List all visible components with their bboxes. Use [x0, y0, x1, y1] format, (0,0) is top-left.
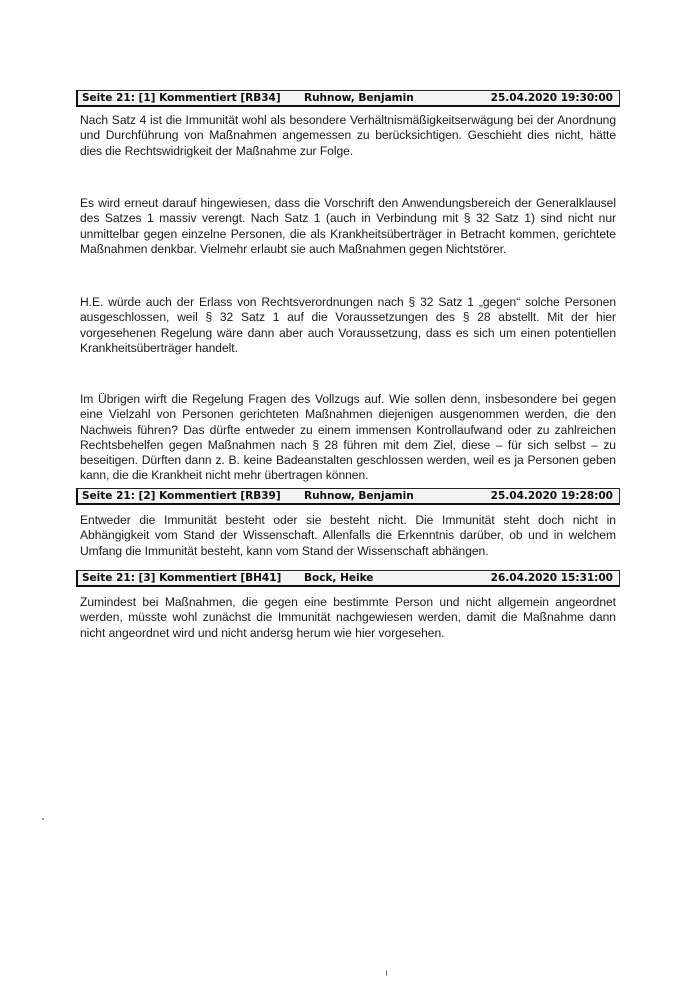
comment-reference: Seite 21: [1] Kommentiert [RB34] [82, 92, 281, 104]
comment-header-2 [76, 488, 620, 505]
comment-1-paragraph-4: Im Übrigen wirft die Regelung Fragen des Vollzugs auf. Wie sollen denn, insbesondere bei gegen eine Vielzahl von Personen gerichteten Maßnahmen diejenigen ausgenommen werden, die den Nachweis führen? Das dürfte entweder zu einem immensen Kontrollaufwand oder zu zahlreichen Rechtsbehelfen gegen Maßnahmen nach § 28 führen mit dem Ziel, diese – für sich selbst – zu beseitigen. Dürften dann z. B. keine Badeanstalten geschlossen werden, weil es ja Personen geben kann, die die Krankheit nicht mehr übertragen können. [80, 392, 616, 483]
comment-2-paragraph-1: Entweder die Immunität besteht oder sie besteht nicht. Die Immunität steht doch nicht in Abhängigkeit vom Stand der Wissenschaft. Allenfalls die Erkenntnis darüber, ob und in welchem Umfang die Immunität besteht, kann vom Stand der Wissenschaft abhängen. [80, 513, 616, 558]
comment-author: Ruhnow, Benjamin [304, 92, 414, 104]
comment-date: 25.04.2020 19:28:00 [490, 490, 613, 502]
comment-1-paragraph-1: Nach Satz 4 ist die Immunität wohl als besondere Verhältnismäßigkeitserwägung bei der Anordnung und Durchführung von Maßnahmen angemessen zu berücksichtigen. Geschieht dies nicht, hätte dies die Rechtswidrigkeit der Maßnahme zur Folge. [80, 113, 616, 158]
comment-header-1 [76, 90, 620, 107]
comment-date: 25.04.2020 19:30:00 [490, 92, 613, 104]
comment-1-paragraph-3: H.E. würde auch der Erlass von Rechtsverordnungen nach § 32 Satz 1 „gegen“ solche Personen ausgeschlossen, weil § 32 Satz 1 auf die Voraussetzungen des § 28 abstellt. Mit der hier vorgesehenen Regelung wäre dann aber auch Voraussetzung, dass es sich um einen potentiellen Krankheitsüberträger handelt. [80, 295, 616, 355]
comment-3-paragraph-1: Zumindest bei Maßnahmen, die gegen eine bestimmte Person und nicht allgemein angeordnet werden, müsste wohl zunächst die Immunität nachgewiesen werden, damit die Maßnahme dann nicht angeordnet wird und nicht andersg herum wie hier vorgesehen. [80, 595, 616, 640]
comment-author: Bock, Heike [304, 572, 374, 584]
comment-date: 26.04.2020 15:31:00 [490, 572, 613, 584]
scan-speck [42, 818, 44, 820]
comment-reference: Seite 21: [2] Kommentiert [RB39] [82, 490, 281, 502]
comment-reference: Seite 21: [3] Kommentiert [BH41] [82, 572, 282, 584]
comment-author: Ruhnow, Benjamin [304, 490, 414, 502]
comment-1-paragraph-2: Es wird erneut darauf hingewiesen, dass die Vorschrift den Anwendungsbereich der Generalklausel des Satzes 1 massiv verengt. Nach Satz 1 (auch in Verbindung mit § 32 Satz 1) sind nicht nur unmittelbar gegen einzelne Personen, die als Krankheitsüberträger in Betracht kommen, gerichtete Maßnahmen denkbar. Vielmehr erlaubt sie auch Maßnahmen gegen Nichtstörer. [80, 196, 616, 256]
comment-header-3 [76, 570, 620, 587]
scan-speck [386, 970, 387, 976]
